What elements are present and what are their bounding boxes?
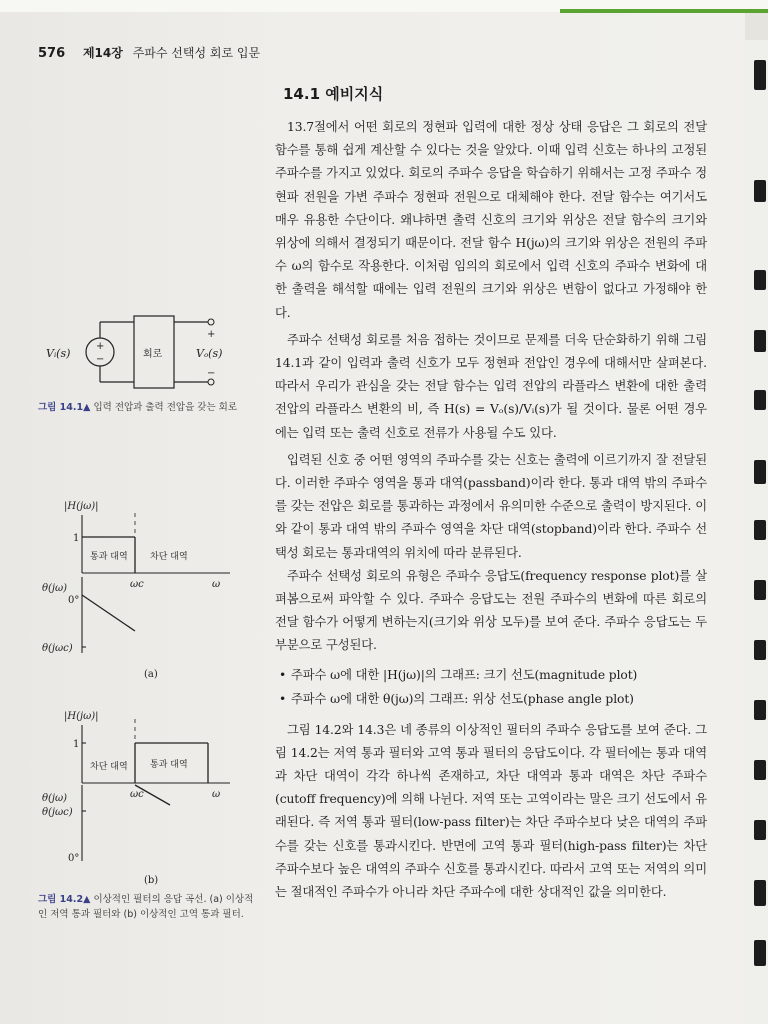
passband-label: 통과 대역 (150, 760, 188, 770)
zero-degree-tick: 0° (68, 595, 80, 606)
out-minus: − (207, 368, 216, 379)
page-number: 576 (38, 46, 66, 61)
paragraph: 입력된 신호 중 어떤 영역의 주파수를 갖는 신호는 출력에 이르기까지 잘 전달된다. 이러한 주파수 영역을 통과 대역(passband)이라 한다. 통과 대역 밖의 주파수를 갖는 전압은 회로를 통과하는 과정에서 유의미한 수준으로 출력이 방지된다. 이와 같이 통과 대역 밖의 주파수 영역을 차단 대역(stopband)이라 한다. 주파수 선택성 회로는 통과대역의 위치에 따라 분류된다. (275, 452, 707, 560)
figure-14-2a-lowpass (40, 495, 250, 685)
bullet-item: • 주파수 ω에 대한 θ(jω)의 그래프: 위상 선도(phase angle plot) (279, 687, 707, 711)
paragraph: 주파수 선택성 회로를 처음 접하는 것이므로 문제를 더욱 단순화하기 위해 그림 14.1과 같이 입력과 출력 신호가 모두 정현파 전압인 경우에 대해서만 살펴본다. 따라서 우리가 관심을 갖는 전달 함수는 입력 전압의 라플라스 변환에 대한 출력 전압의 라플라스 변환의 비, 즉 H(s) = Vₒ(s)/Vᵢ(s)가 될 것이다. 물론 어떤 경우에는 입력 또는 출력 신호로 전류가 사용될 수도 있다. (275, 332, 707, 440)
source-minus: − (96, 354, 105, 365)
magnitude-axis-label: |H(jω)| (64, 501, 99, 512)
paragraph: 13.7절에서 어떤 회로의 정현파 입력에 대한 정상 상태 응답은 그 회로의 전달 함수를 통해 쉽게 계산할 수 있다는 것을 알았다. 이때 입력 신호는 하나의 고정된 주파수를 가지고 있었다. 회로의 주파수 응답을 학습하기 위해서는 고정 주파수 정현파 전원을 가변 주파수 정현파 전원으로 대체해야 한다. 전달 함수는 여기서도 매우 유용한 수단이다. 왜냐하면 출력 신호의 크기와 위상은 전달 함수의 크기와 위상에 의해서 결정되기 때문이다. 전달 함수 H(jω)의 크기와 위상은 전원의 주파수 ω의 함수로 작용한다. 이처럼 임의의 회로에서 입력 신호의 주파수 변화에 대한 출력을 해석할 때에는 입력 전원의 크기와 위상은 변함이 없다고 가정해야 한다. (275, 120, 707, 320)
passband-label: 통과 대역 (90, 552, 128, 562)
phase-cutoff-label: θ(jωc) (42, 643, 73, 654)
thumb-index-margin (744, 40, 768, 1024)
stopband-label: 차단 대역 (90, 762, 128, 772)
stopband-label: 차단 대역 (150, 552, 188, 562)
bullet-item: • 주파수 ω에 대한 |H(jω)|의 그래프: 크기 선도(magnitude plot) (279, 663, 707, 687)
cutoff-label: ωc (130, 789, 144, 800)
phase-cutoff-label: θ(jωc) (42, 807, 73, 818)
index-mark (754, 330, 766, 352)
index-mark (754, 180, 766, 202)
index-mark (754, 700, 766, 720)
paragraph: 주파수 선택성 회로의 유형은 주파수 응답도(frequency response plot)를 살펴봄으로써 파악할 수 있다. 주파수 응답도는 전원 주파수의 변화에 따른 회로의 전달 함수가 어떻게 변하는지(크기와 위상 모두)를 보여 준다. 주파수 응답도는 두 부분으로 구성된다. (275, 568, 707, 653)
out-plus: + (207, 329, 216, 340)
caption-text: 이상적인 필터의 응답 곡선. (a) 이상적 (93, 894, 254, 905)
green-strip (560, 9, 768, 13)
running-header (38, 44, 260, 61)
section-title: 14.1 예비지식 (283, 85, 384, 103)
index-mark (754, 640, 766, 660)
index-mark (754, 580, 766, 600)
caption-text: 인 저역 통과 필터와 (b) 이상적인 고역 통과 필터. (38, 909, 244, 920)
bullet-list (275, 663, 707, 711)
paragraph: 그림 14.2와 14.3은 네 종류의 이상적인 필터의 주파수 응답도를 보여 준다. 그림 14.2는 저역 통과 필터와 고역 통과 필터의 응답도이다. 각 필터에는 통과 대역과 차단 대역이 각각 하나씩 존재하고, 차단 대역과 통과 대역은 차단 주파수(cutoff frequency)에 의해 나뉜다. 저역 또는 고역이라는 말은 크기 선도에서 유래된다. 즉 저역 통과 필터(low-pass filter)는 차단 주파수보다 낮은 대역의 주파수를 갖는 신호를 통과시킨다. 반면에 고역 통과 필터(high-pass filter)는 차단 주파수보다 높은 대역의 주파수 신호를 통과시킨다. 따라서 고역 또는 저역의 의미는 절대적인 주파수가 아니라 차단 주파수에 대한 상대적인 값을 의미한다. (275, 722, 707, 900)
figure-14-2-caption (38, 892, 258, 922)
vout-label: Vₒ(s) (196, 347, 223, 360)
zero-degree-tick: 0° (68, 853, 80, 864)
figure-14-2b-highpass (40, 705, 250, 890)
index-mark (754, 820, 766, 840)
caption-text: 입력 전압과 출력 전압을 갖는 회로 (93, 402, 238, 413)
chapter-label: 제14장 (82, 46, 123, 60)
terminal-icon (208, 319, 214, 325)
caption-label: 그림 14.2▲ (38, 894, 91, 905)
magnitude-axis-label: |H(jω)| (64, 711, 99, 722)
omega-label: ω (212, 579, 221, 590)
chapter-title: 주파수 선택성 회로 입문 (132, 46, 261, 60)
caption-label: 그림 14.1▲ (38, 402, 91, 413)
source-plus: + (96, 341, 105, 352)
subfigure-label: (b) (144, 875, 159, 886)
terminal-icon (208, 379, 214, 385)
index-mark (754, 270, 766, 290)
one-tick: 1 (73, 533, 80, 544)
index-mark (754, 940, 766, 966)
phase-line (82, 595, 135, 631)
index-mark (754, 460, 766, 484)
phase-axis-label: θ(jω) (42, 583, 68, 594)
cutoff-label: ωc (130, 579, 144, 590)
vin-label: Vᵢ(s) (46, 347, 71, 360)
body-text (275, 116, 707, 904)
index-mark (754, 390, 766, 410)
index-mark (754, 760, 766, 780)
one-tick: 1 (73, 739, 80, 750)
index-mark (754, 880, 766, 906)
block-label: 회로 (143, 349, 163, 360)
figure-14-1-caption (38, 400, 237, 415)
index-mark (754, 520, 766, 540)
subfigure-label: (a) (144, 669, 158, 680)
omega-label: ω (212, 789, 221, 800)
index-mark (754, 60, 766, 90)
phase-axis-label: θ(jω) (42, 793, 68, 804)
figure-14-1-circuit (40, 310, 240, 392)
